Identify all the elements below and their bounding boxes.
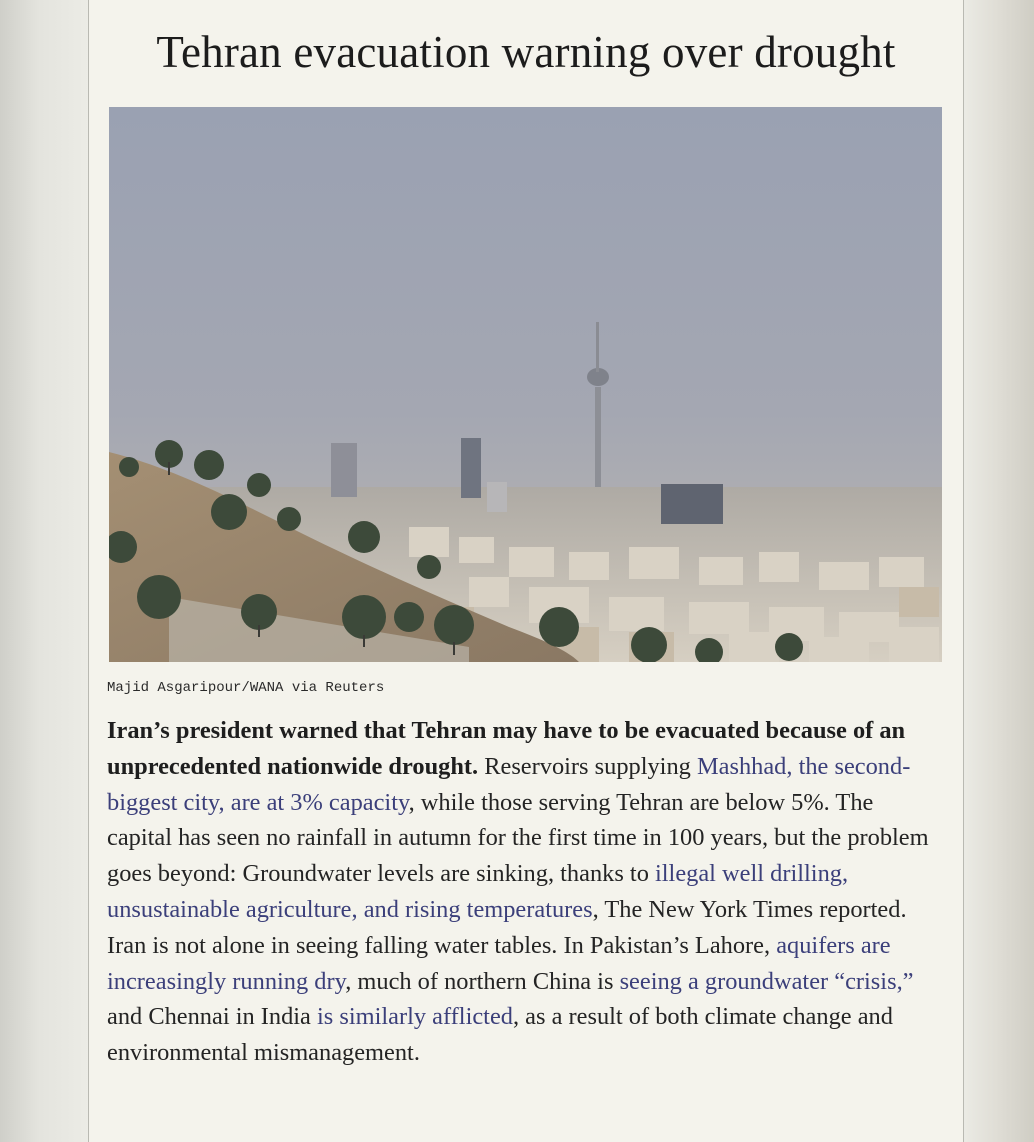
link-similarly-afflicted[interactable]: is similarly afflicted bbox=[316, 1003, 513, 1031]
photo-credit: Majid Asgaripour/WANA via Reuters bbox=[107, 680, 385, 696]
link-groundwater-crisis[interactable]: seeing a groundwater “crisis,” bbox=[619, 967, 914, 995]
body-segment: and Chennai in India bbox=[107, 1003, 317, 1031]
body-segment: , The New York Times reported. Iran is not alone in seeing falling water tables. In Pakistan’s Lahore, bbox=[107, 895, 907, 959]
tehran-skyline-photo bbox=[109, 107, 942, 662]
article-headline: Tehran evacuation warning over drought bbox=[156, 27, 896, 77]
body-segment: , while those serving Tehran are below 5%. The capital has seen no rainfall in autumn for the first time in 100 years, but the problem goes beyond: Groundwater levels are sinking, thanks to bbox=[107, 788, 929, 888]
body-segment: , much of northern China is bbox=[345, 967, 620, 995]
body-segment: , as a result of both climate change and environmental mismanagement. bbox=[107, 1003, 893, 1067]
article-page bbox=[88, 0, 964, 1142]
lede-bold: Iran’s president warned that Tehran may have to be evacuated because of an unprecedented nationwide drought. bbox=[107, 717, 906, 780]
body-segment: Reservoirs supplying bbox=[478, 752, 697, 780]
link-aquifers-running-dry[interactable]: aquifers are increasingly running dry bbox=[107, 931, 891, 995]
link-illegal-well-drilling[interactable]: illegal well drilling, unsustainable agriculture, and rising temperatures bbox=[107, 860, 849, 923]
link-mashhad-reservoirs[interactable]: Mashhad, the second-biggest city, are at 3% capacity bbox=[107, 752, 911, 816]
article-body bbox=[107, 713, 943, 1071]
